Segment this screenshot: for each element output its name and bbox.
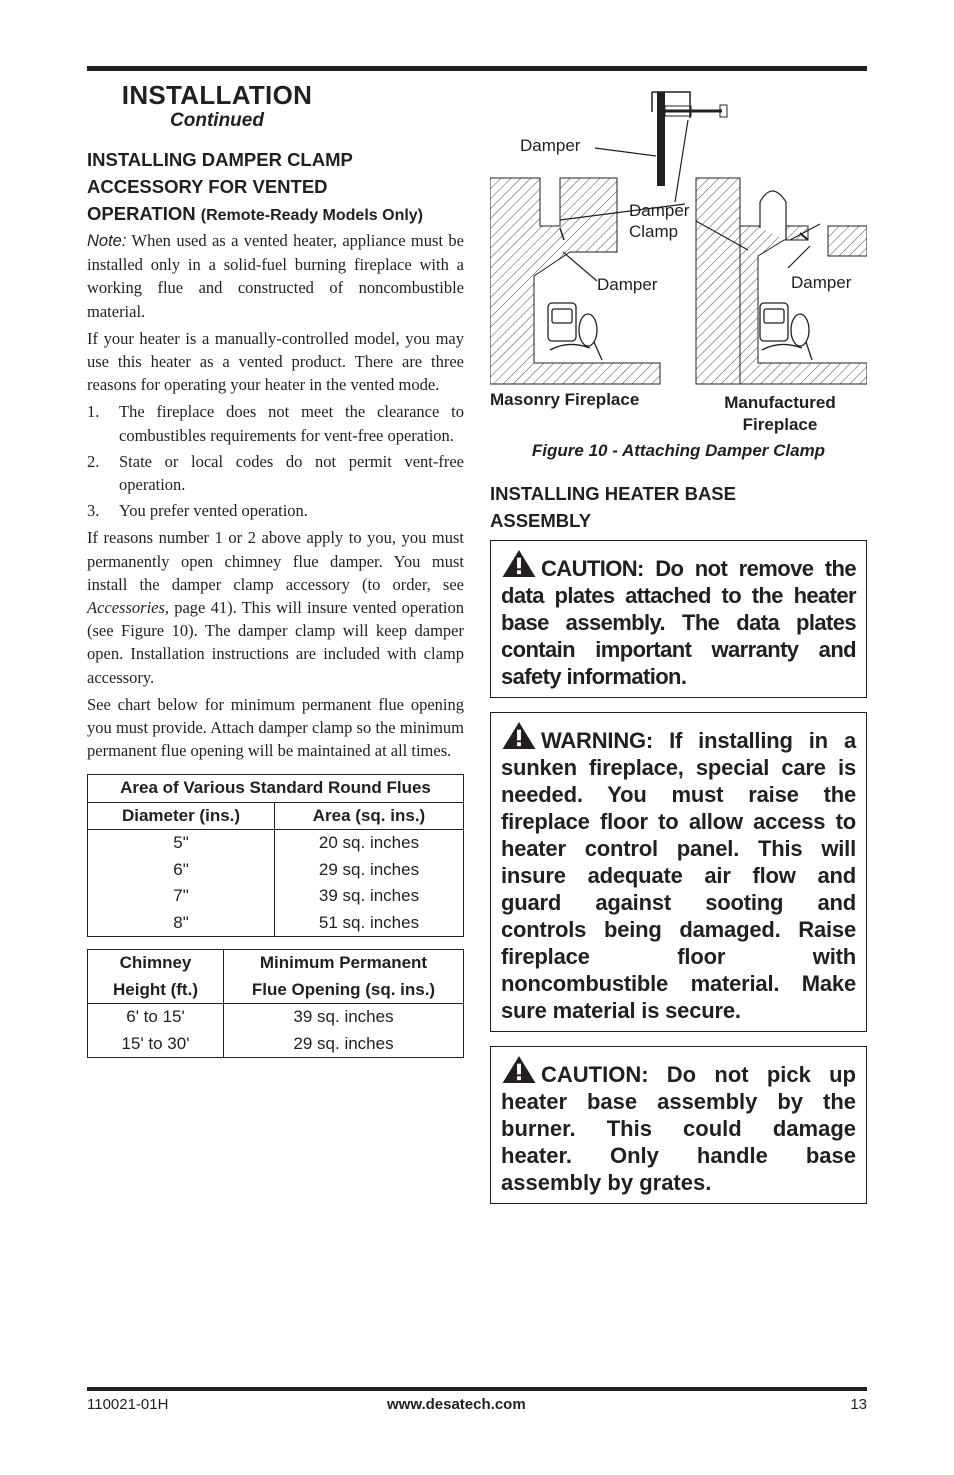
list-item <box>87 499 464 522</box>
left-column <box>87 80 464 1058</box>
table-row <box>88 910 464 937</box>
note-text: When used as a vented heater, appliance must be installed only in a solid-fuel burning fireplace with a working flue and constructed of noncombustible material. <box>87 231 464 321</box>
label-damper-manufactured: Damper <box>791 273 852 292</box>
warning-triangle-icon <box>501 721 537 750</box>
list-item-number: 3. <box>87 501 100 521</box>
damper-clamp-heading <box>87 146 464 229</box>
heater-base-heading-line1: INSTALLING HEATER BASE <box>490 483 736 504</box>
label-damper-top: Damper <box>520 136 581 155</box>
table-cell: 8" <box>88 910 275 937</box>
warning-triangle-icon <box>501 1055 537 1084</box>
caution-data-plates <box>490 540 867 698</box>
website-link[interactable]: www.desatech.com <box>387 1396 526 1413</box>
warning-text: WARNING: If installing in a sunken fireplace, special care is needed. You must raise the fireplace floor to allow access to heater control panel. This will insure adequate air flow and guard against sooting and controls being damaged. Raise fireplace floor with noncombustible material. Make sure material is secure. <box>501 728 856 1023</box>
caption-masonry-fireplace: Masonry Fireplace <box>490 390 640 409</box>
chart-paragraph: See chart below for minimum permanent flue opening you must provide. Attach damper clamp so the minimum permanent flue opening will be maintained at all times. <box>87 694 464 761</box>
header-line: Flue Opening (sq. ins.) <box>251 979 436 999</box>
caution-pick-up <box>490 1046 867 1204</box>
damper-clamp-paragraph <box>87 526 464 688</box>
caution-text: CAUTION: Do not remove the data plates attached to the heater base assembly. The data plates contain important warranty and safety information. <box>501 556 856 689</box>
table-cell: 29 sq. inches <box>275 857 464 884</box>
column-header <box>224 950 464 1004</box>
list-item <box>87 400 464 446</box>
table-cell: 6' to 15' <box>88 1004 224 1031</box>
table-title: Area of Various Standard Round Flues <box>88 775 464 803</box>
column-header: Diameter (ins.) <box>88 802 275 830</box>
damper-heading-line3 <box>87 200 464 229</box>
accessories-reference: Accessories <box>87 598 165 618</box>
column-header: Area (sq. ins.) <box>275 802 464 830</box>
manual-model-paragraph: If your heater is a manually-controlled model, you may use this heater as a vented product. There are three reasons for operating your heater in the vented mode. <box>87 328 464 395</box>
top-rule <box>87 66 867 71</box>
note-paragraph <box>87 229 464 323</box>
table-cell: 20 sq. inches <box>275 830 464 857</box>
damper-heading-main: OPERATION <box>87 203 196 224</box>
section-title: INSTALLATION <box>121 80 313 110</box>
damper-heading-line2: ACCESSORY FOR VENTED <box>87 176 328 197</box>
heater-base-heading-line2: ASSEMBLY <box>490 510 592 531</box>
label-damper-clamp <box>629 200 689 242</box>
chimney-opening-table <box>87 949 464 1058</box>
right-column <box>490 80 867 1218</box>
list-item <box>87 450 464 496</box>
heater-illustration <box>760 303 812 360</box>
table-cell: 7" <box>88 883 275 910</box>
header-line: Chimney <box>119 953 192 973</box>
reasons-list <box>87 400 464 522</box>
flue-area-table <box>87 774 464 937</box>
page-number: 13 <box>850 1396 867 1413</box>
table-row <box>88 1004 464 1031</box>
note-lead: Note: <box>87 232 127 250</box>
table-row <box>88 883 464 910</box>
table-cell: 6" <box>88 857 275 884</box>
heater-illustration <box>548 303 602 360</box>
column-header <box>88 950 224 1004</box>
warning-triangle-icon <box>501 549 537 578</box>
list-item-number: 1. <box>87 402 100 422</box>
table-cell: 39 sq. inches <box>224 1004 464 1031</box>
table-cell: 5" <box>88 830 275 857</box>
table-cell: 39 sq. inches <box>275 883 464 910</box>
section-subtitle: Continued <box>170 110 264 131</box>
caution-text: CAUTION: Do not pick up heater base assembly by the burner. This could damage heater. Only handle base assembly by grates. <box>501 1062 856 1195</box>
label-line: Clamp <box>629 222 679 241</box>
caption-line: Fireplace <box>742 415 818 434</box>
list-item-text: The fireplace does not meet the clearance to combustibles requirements for vent-free operation. <box>119 402 464 445</box>
bottom-rule <box>87 1387 867 1391</box>
label-damper-masonry: Damper <box>597 275 658 294</box>
list-item-text: You prefer vented operation. <box>119 501 308 521</box>
caption-line: Manufactured <box>724 393 836 412</box>
heater-base-heading <box>490 480 867 534</box>
table-cell: 29 sq. inches <box>224 1031 464 1058</box>
label-line: Damper <box>629 201 690 220</box>
figure-10 <box>490 80 867 470</box>
figure-caption: Figure 10 - Attaching Damper Clamp <box>531 441 826 460</box>
table-cell: 51 sq. inches <box>275 910 464 937</box>
paragraph-text: If reasons number 1 or 2 above apply to you, you must permanently open chimney flue damper. You must install the damper clamp accessory (to order, see <box>87 528 464 594</box>
table-row <box>88 1031 464 1058</box>
warning-sunken-fireplace <box>490 712 867 1032</box>
list-item-number: 2. <box>87 451 100 471</box>
paragraph-text: , page 41). This will insure vented operation (see Figure 10). The damper clamp will keep damper open. Installation instructions are included with clamp accessory. <box>87 598 464 687</box>
damper-heading-qualifier: (Remote-Ready Models Only) <box>200 207 424 224</box>
document-number: 110021-01H <box>87 1396 169 1413</box>
table-row <box>88 830 464 857</box>
damper-heading-line1: INSTALLING DAMPER CLAMP <box>87 149 353 170</box>
list-item-text: State or local codes do not permit vent-free operation. <box>119 451 464 495</box>
table-cell: 15' to 30' <box>88 1031 224 1058</box>
header-line: Minimum Permanent <box>259 953 428 973</box>
header-line: Height (ft.) <box>113 979 198 999</box>
table-row <box>88 857 464 884</box>
caption-manufactured-fireplace <box>710 392 850 436</box>
